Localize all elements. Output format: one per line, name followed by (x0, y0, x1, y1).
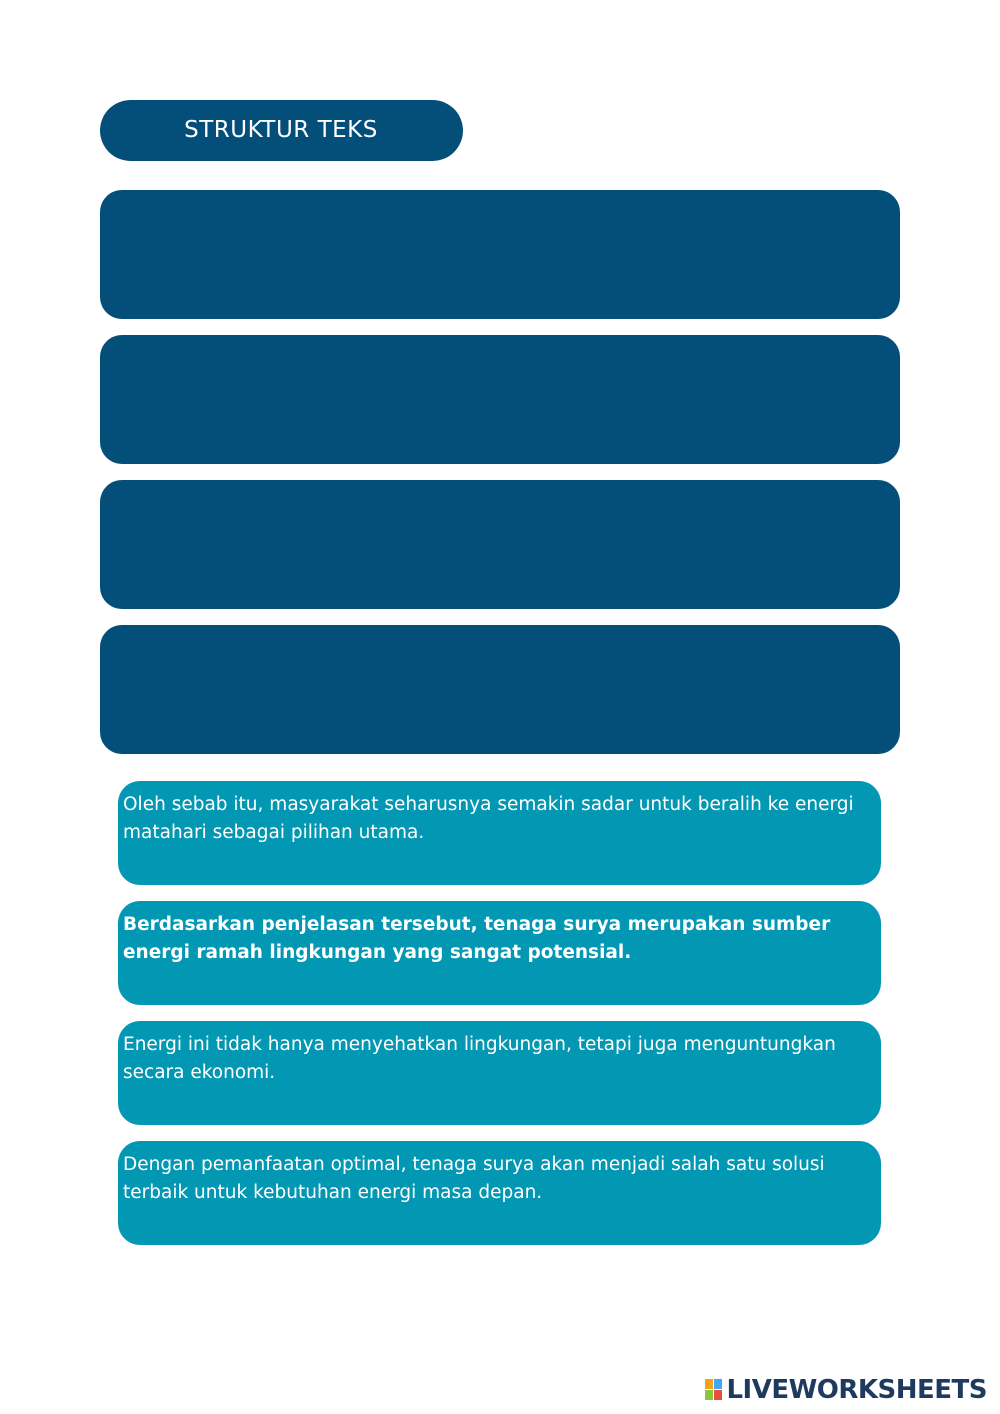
section-title-pill (100, 100, 463, 161)
draggable-card-4[interactable]: Dengan pemanfaatan optimal, tenaga surya akan menjadi salah satu solusi terbaik untuk kebutuhan energi masa depan. (118, 1141, 881, 1245)
section-title: STRUKTUR TEKS (184, 116, 378, 143)
answer-drop-zone-4[interactable] (100, 625, 900, 754)
footer-brand (705, 1375, 987, 1405)
answer-drop-zone-2[interactable] (100, 335, 900, 464)
brand-name: LIVEWORKSHEETS (726, 1375, 987, 1405)
draggable-card-1[interactable]: Oleh sebab itu, masyarakat seharusnya semakin sadar untuk beralih ke energi matahari sebagai pilihan utama. (118, 781, 881, 885)
liveworksheets-logo-icon (705, 1379, 723, 1401)
answer-drop-zone-1[interactable] (100, 190, 900, 319)
draggable-card-2[interactable]: Berdasarkan penjelasan tersebut, tenaga surya merupakan sumber energi ramah lingkungan yang sangat potensial. (118, 901, 881, 1005)
draggable-card-3[interactable]: Energi ini tidak hanya menyehatkan lingkungan, tetapi juga menguntungkan secara ekonomi. (118, 1021, 881, 1125)
answer-drop-zone-3[interactable] (100, 480, 900, 609)
